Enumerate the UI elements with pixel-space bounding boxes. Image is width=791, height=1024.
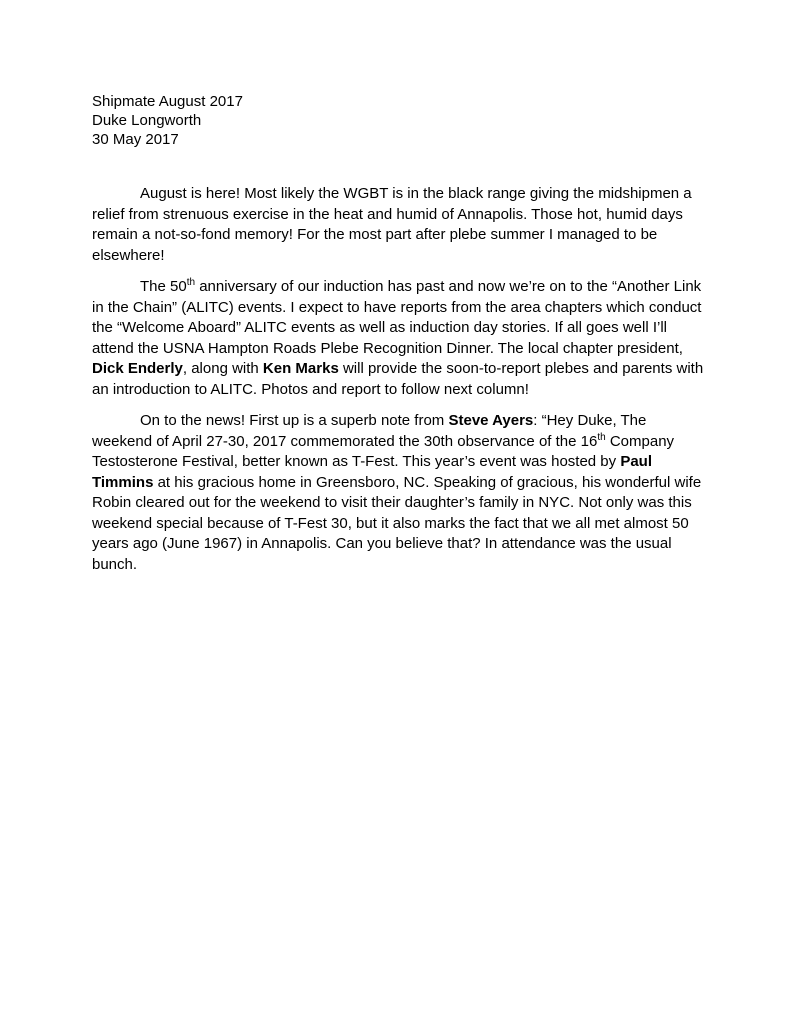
text-run: On to the news! First up is a superb note from — [140, 412, 449, 429]
ordinal-suffix: th — [186, 277, 196, 288]
text-run: Company Testosterone Festival, better known as T-Fest. This year’s event was hosted by — [92, 432, 675, 470]
text-run: : “Hey Duke, The weekend of April 27-30, 2017 commemorated the 30th observance of the 16 — [92, 412, 647, 450]
person-name: Dick Enderly — [92, 360, 183, 377]
text-run: will provide the soon-to-report plebes and parents with an introduction to ALITC. Photos and report to follow next column! — [92, 360, 704, 398]
ordinal-suffix: th — [597, 431, 606, 443]
letter-header — [92, 92, 243, 149]
paragraph-text: August is here! Most likely the WGBT is in the black range giving the midshipmen a relief from strenuous exercise in the heat and humid of Annapolis. Those hot, humid days remain a not-so-fond memory! For the most part after plebe summer I managed to be elsewhere! — [92, 185, 692, 264]
text-run: anniversary of our induction has past and now we’re on to the “Another Link in the Chain” (ALITC) events. I expect to have reports from the area chapters which conduct the “Welcome Aboard” ALITC events as well as induction day stories. If all goes well I’ll attend the USNA Hampton Roads Plebe Recognition Dinner. The local chapter president, — [92, 278, 702, 357]
person-name: Paul Timmins — [92, 453, 652, 491]
person-name: Steve Ayers — [448, 412, 534, 429]
letter-body — [92, 184, 704, 586]
text-run: , along with — [182, 360, 263, 377]
person-name: Ken Marks — [262, 360, 339, 377]
paragraph-intro — [92, 184, 704, 266]
text-run: The 50 — [140, 278, 187, 295]
text-run: at his gracious home in Greensboro, NC. Speaking of gracious, his wonderful wife Robin cleared out for the weekend to visit their daughter’s family in NYC. Not only was this weekend special because of T-Fest 30, but it also marks the fact that we all met almost 50 years ago (June 1967) in Annapolis. Can you believe that? In attendance was the usual bunch. — [92, 473, 702, 573]
paragraph-news — [92, 411, 704, 575]
publication-line: Shipmate August 2017 — [92, 93, 243, 110]
paragraph-anniversary — [92, 277, 704, 400]
letter-date: 30 May 2017 — [92, 131, 179, 148]
author-name: Duke Longworth — [92, 112, 202, 129]
